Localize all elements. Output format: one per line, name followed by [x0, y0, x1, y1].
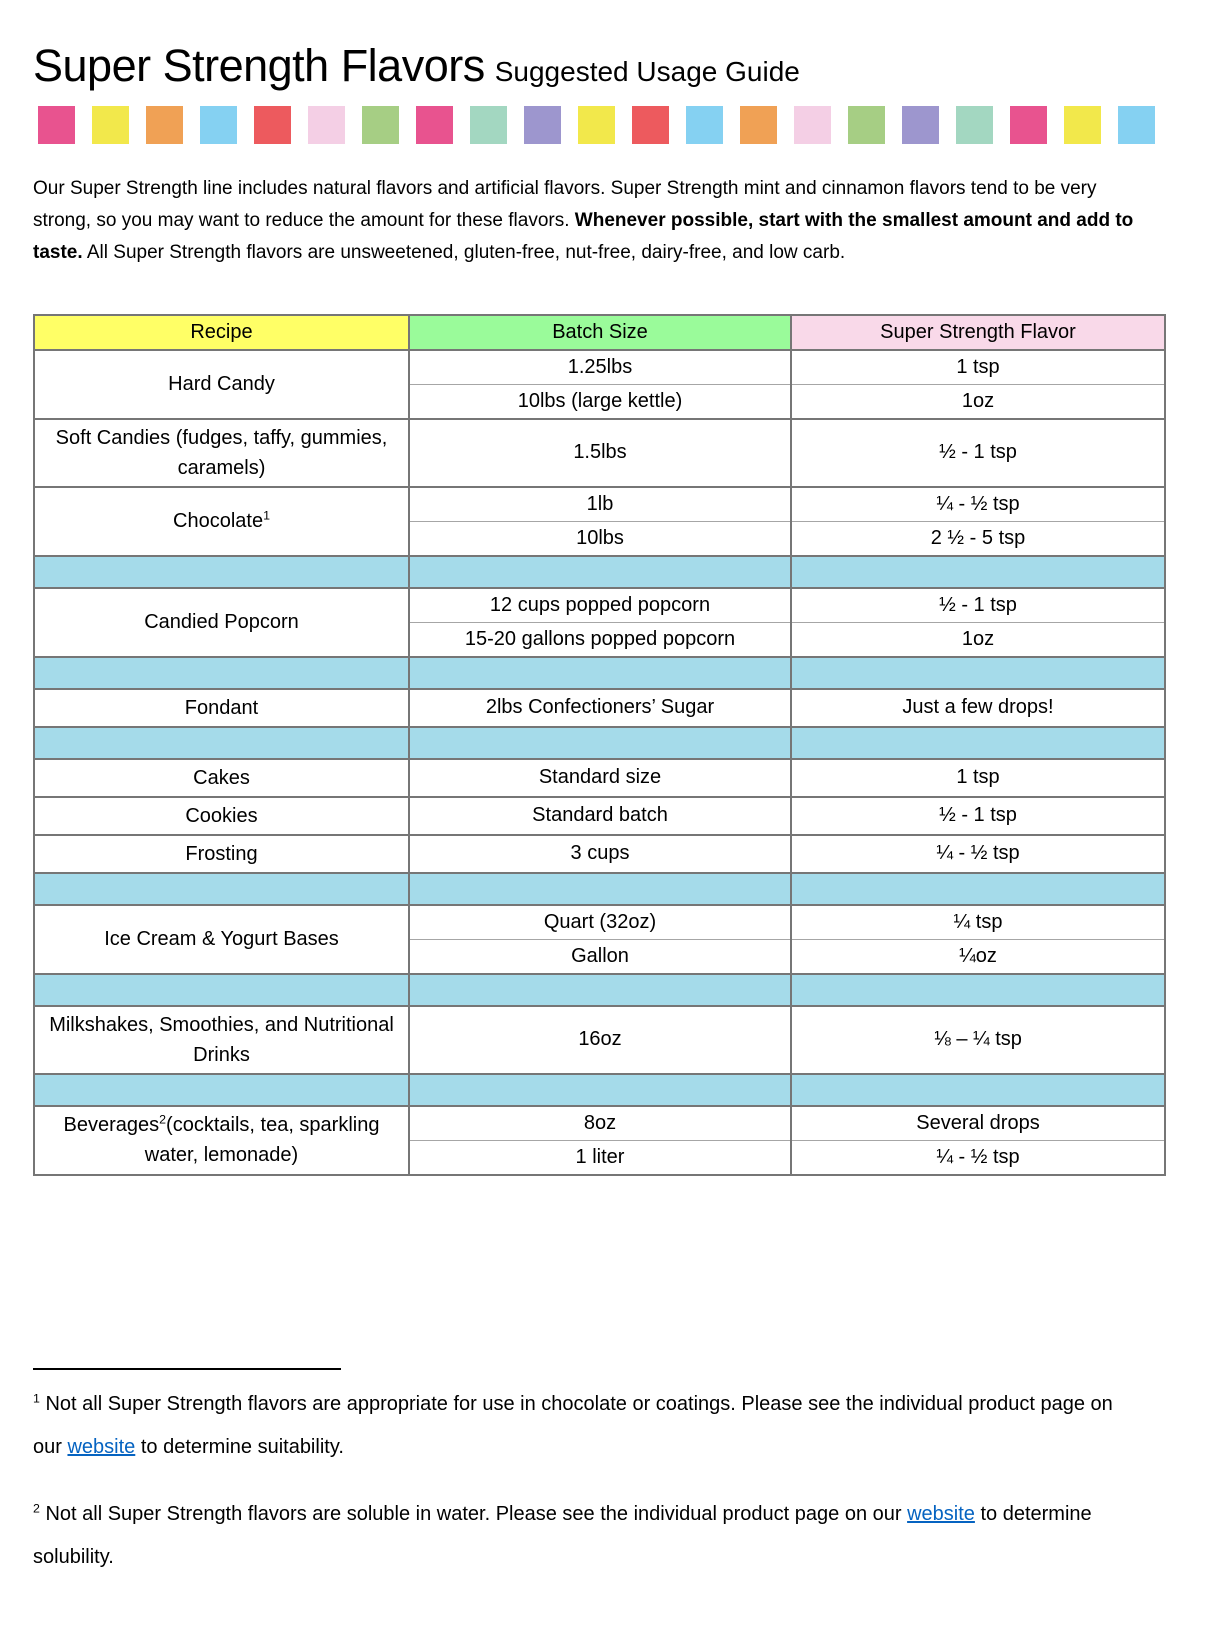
color-square — [740, 106, 777, 144]
color-square — [1064, 106, 1101, 144]
batch-size-cell: Gallon — [409, 939, 791, 974]
table-row — [34, 905, 1165, 940]
footnote-1-number: 1 — [33, 1391, 40, 1406]
recipe-cell: Beverages$^2$(cocktails, tea, sparkling water, lemonade) — [34, 1106, 409, 1175]
usage-table — [33, 314, 1166, 1176]
color-square — [254, 106, 291, 144]
color-square — [38, 106, 75, 144]
footnote-2 — [33, 1493, 1136, 1579]
spacer-cell — [409, 1074, 791, 1106]
flavor-cell: ¼ - ½ tsp — [791, 1140, 1165, 1175]
spacer-row — [34, 1074, 1165, 1106]
batch-size-cell: 2lbs Confectioners’ Sugar — [409, 689, 791, 727]
spacer-cell — [34, 556, 409, 588]
color-square — [524, 106, 561, 144]
color-square — [1118, 106, 1155, 144]
website-link-1[interactable]: website — [67, 1435, 136, 1458]
batch-size-cell: 1.25lbs — [409, 350, 791, 385]
col-header-flavor: Super Strength Flavor — [791, 315, 1165, 350]
spacer-row — [34, 727, 1165, 759]
batch-size-cell: 1lb — [409, 487, 791, 522]
batch-size-cell: Quart (32oz) — [409, 905, 791, 940]
intro-text-end: All Super Strength flavors are unsweetened, gluten-free, nut-free, dairy-free, and low carb. — [82, 242, 846, 264]
color-square — [416, 106, 453, 144]
footnote-1-text-start: Not all Super Strength flavors are appropriate for use in chocolate or coatings. Please see the individual product page on our — [33, 1392, 1113, 1458]
batch-size-cell: 15-20 gallons popped popcorn — [409, 622, 791, 657]
flavor-cell: 1 tsp — [791, 759, 1165, 797]
footnote-divider — [33, 1368, 341, 1370]
batch-size-cell: 10lbs — [409, 521, 791, 556]
flavor-cell: ¼oz — [791, 939, 1165, 974]
recipe-cell: Cakes — [34, 759, 409, 797]
footnote-marker: 1 — [263, 508, 270, 523]
footnote-1-text-end: to determine suitability. — [135, 1435, 344, 1458]
color-square — [308, 106, 345, 144]
recipe-cell: Chocolate$^1$ — [34, 487, 409, 556]
intro-text-start: Our Super Strength line includes natural flavors and artificial flavors. Super Strength mint and cinnamon flavors tend to be very strong, so you may want to reduce the amount for these flavors. — [33, 178, 1097, 232]
header-row — [34, 315, 1165, 350]
color-square — [794, 106, 831, 144]
spacer-cell — [34, 873, 409, 905]
table-row — [34, 1106, 1165, 1141]
website-link-2[interactable]: website — [907, 1502, 975, 1525]
footnote-2-text-start: Not all Super Strength flavors are soluble in water. Please see the individual product page on our — [39, 1502, 908, 1525]
recipe-cell: Soft Candies (fudges, taffy, gummies, caramels) — [34, 419, 409, 487]
batch-size-cell: 12 cups popped popcorn — [409, 588, 791, 623]
flavor-cell: 1oz — [791, 622, 1165, 657]
batch-size-cell: 8oz — [409, 1106, 791, 1141]
recipe-cell: Cookies — [34, 797, 409, 835]
flavor-cell: ½ - 1 tsp — [791, 419, 1165, 487]
spacer-cell — [409, 727, 791, 759]
spacer-cell — [791, 657, 1165, 689]
spacer-cell — [791, 873, 1165, 905]
color-strip — [38, 106, 1164, 144]
spacer-row — [34, 873, 1165, 905]
color-square — [1010, 106, 1047, 144]
spacer-cell — [791, 727, 1165, 759]
title-subtitle: Suggested Usage Guide — [494, 56, 800, 87]
flavor-cell: Several drops — [791, 1106, 1165, 1141]
batch-size-cell: 1 liter — [409, 1140, 791, 1175]
color-square — [200, 106, 237, 144]
table-row — [34, 759, 1165, 797]
footnote-2-text-end: to determine solubility. — [33, 1502, 1092, 1568]
spacer-cell — [409, 873, 791, 905]
recipe-cell: Ice Cream & Yogurt Bases — [34, 905, 409, 974]
flavor-cell: ¼ - ½ tsp — [791, 487, 1165, 522]
color-square — [578, 106, 615, 144]
batch-size-cell: 3 cups — [409, 835, 791, 873]
usage-table-body — [34, 350, 1165, 1175]
flavor-cell: 1oz — [791, 384, 1165, 419]
color-square — [848, 106, 885, 144]
color-square — [632, 106, 669, 144]
recipe-cell: Milkshakes, Smoothies, and Nutritional Drinks — [34, 1006, 409, 1074]
table-row — [34, 1006, 1165, 1074]
flavor-cell: 2 ½ - 5 tsp — [791, 521, 1165, 556]
table-row — [34, 419, 1165, 487]
batch-size-cell: Standard batch — [409, 797, 791, 835]
footnote-1 — [33, 1383, 1136, 1469]
recipe-cell: Hard Candy — [34, 350, 409, 419]
intro-paragraph — [33, 173, 1136, 269]
batch-size-cell: 1.5lbs — [409, 419, 791, 487]
spacer-cell — [34, 727, 409, 759]
color-square — [362, 106, 399, 144]
flavor-cell: Just a few drops! — [791, 689, 1165, 727]
flavor-cell: ½ - 1 tsp — [791, 588, 1165, 623]
recipe-cell: Candied Popcorn — [34, 588, 409, 657]
batch-size-cell: Standard size — [409, 759, 791, 797]
color-square — [686, 106, 723, 144]
spacer-cell — [791, 974, 1165, 1006]
recipe-cell: Frosting — [34, 835, 409, 873]
color-square — [956, 106, 993, 144]
spacer-cell — [409, 974, 791, 1006]
spacer-cell — [791, 556, 1165, 588]
spacer-row — [34, 974, 1165, 1006]
spacer-cell — [34, 974, 409, 1006]
footnotes-section — [33, 1368, 1164, 1579]
color-square — [902, 106, 939, 144]
intro-text-bold: Whenever possible, start with the smallest amount and add to taste. — [33, 210, 1134, 264]
flavor-cell: ¼ - ½ tsp — [791, 835, 1165, 873]
footnote-marker: 2 — [159, 1112, 167, 1127]
spacer-cell — [34, 1074, 409, 1106]
table-row — [34, 835, 1165, 873]
title-main: Super Strength Flavors — [33, 40, 485, 91]
table-row — [34, 689, 1165, 727]
recipe-cell: Fondant — [34, 689, 409, 727]
table-row — [34, 350, 1165, 385]
batch-size-cell: 16oz — [409, 1006, 791, 1074]
page-title — [33, 42, 1164, 89]
color-square — [92, 106, 129, 144]
spacer-cell — [409, 556, 791, 588]
spacer-row — [34, 556, 1165, 588]
spacer-cell — [34, 657, 409, 689]
usage-table-header — [34, 315, 1165, 350]
batch-size-cell: 10lbs (large kettle) — [409, 384, 791, 419]
flavor-cell: 1 tsp — [791, 350, 1165, 385]
color-square — [470, 106, 507, 144]
color-square — [146, 106, 183, 144]
spacer-cell — [409, 657, 791, 689]
flavor-cell: ½ - 1 tsp — [791, 797, 1165, 835]
flavor-cell: ¼ tsp — [791, 905, 1165, 940]
table-row — [34, 588, 1165, 623]
col-header-recipe: Recipe — [34, 315, 409, 350]
table-row — [34, 487, 1165, 522]
table-row — [34, 797, 1165, 835]
col-header-batch-size: Batch Size — [409, 315, 791, 350]
footnote-2-number: 2 — [33, 1501, 40, 1516]
spacer-row — [34, 657, 1165, 689]
flavor-cell: ⅛ – ¼ tsp — [791, 1006, 1165, 1074]
spacer-cell — [791, 1074, 1165, 1106]
